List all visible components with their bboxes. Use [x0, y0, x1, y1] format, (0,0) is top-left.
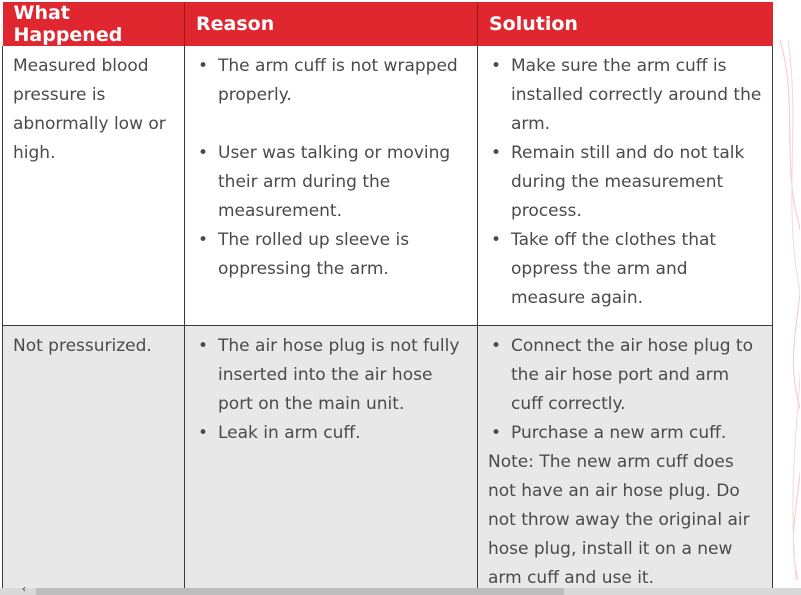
reason-list [195, 332, 467, 448]
reason-item: • User was talking or moving their arm during the measurement. [195, 139, 467, 226]
solution-note: Note: The new arm cuff does not have an air hose plug. Do not throw away the original air hose plug, install it on a new arm cuff and use it. [488, 451, 750, 588]
what-happened-text: Measured blood pressure is abnormally low or high. [13, 56, 166, 163]
table-row [3, 46, 773, 325]
chevron-left-icon[interactable]: ‹ [22, 584, 26, 595]
troubleshooting-table [2, 2, 773, 595]
cell-solution [478, 46, 773, 325]
table-row [3, 325, 773, 595]
solution-item: • Connect the air hose plug to the air hose port and arm cuff correctly. [488, 332, 762, 419]
what-happened-text: Not pressurized. [13, 335, 152, 356]
decorative-curves [778, 40, 800, 580]
header-solution: Solution [478, 2, 773, 46]
header-reason: Reason [185, 2, 478, 46]
reason-item: • The arm cuff is not wrapped properly. [195, 52, 467, 110]
solution-list [488, 52, 762, 313]
solution-item: • Remain still and do not talk during the measurement process. [488, 139, 762, 226]
solution-item: • Purchase a new arm cuff. [488, 419, 762, 448]
reason-item: • The rolled up sleeve is oppressing the arm. [195, 226, 467, 284]
reason-item: • The air hose plug is not fully inserted into the air hose port on the main unit. [195, 332, 467, 419]
solution-item: • Take off the clothes that oppress the arm and measure again. [488, 226, 762, 313]
cell-what-happened [3, 325, 185, 595]
scrollbar-thumb[interactable] [36, 588, 564, 595]
header-row [3, 2, 773, 46]
table-header [3, 2, 773, 46]
header-what-happened: What Happened [3, 2, 185, 46]
cell-solution [478, 325, 773, 595]
reason-item: • Leak in arm cuff. [195, 419, 467, 448]
cell-reason [185, 325, 478, 595]
reason-list [195, 52, 467, 284]
cell-what-happened [3, 46, 185, 325]
cell-reason [185, 46, 478, 325]
solution-item: • Make sure the arm cuff is installed correctly around the arm. [488, 52, 762, 139]
solution-list [488, 332, 762, 448]
